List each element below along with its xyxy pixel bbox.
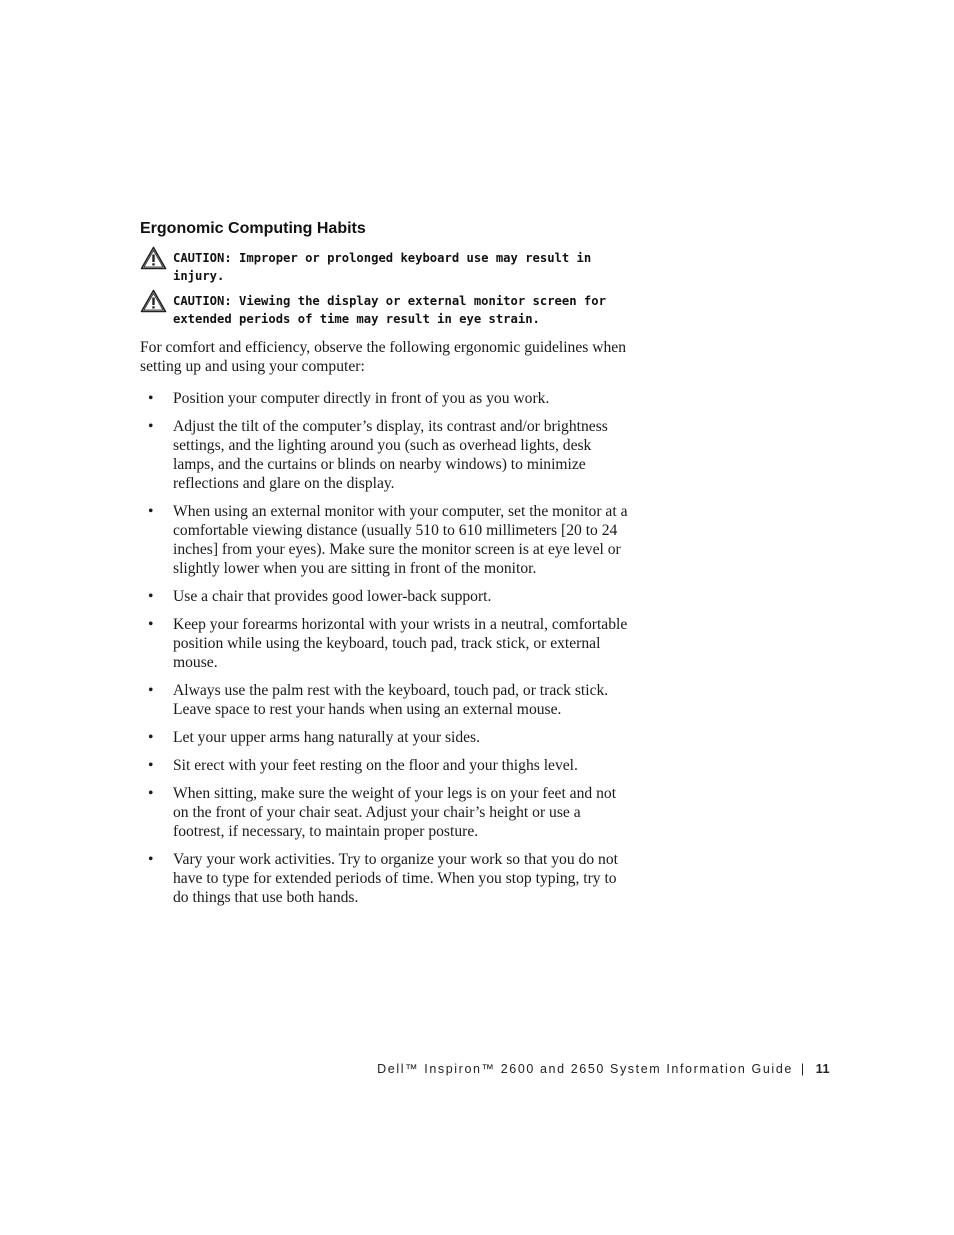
list-item-text: Vary your work activities. Try to organize your work so that you do not have to type for extended periods of time. When you stop typing, try to do things that use both hands. (173, 851, 618, 906)
caution-text: CAUTION: Improper or prolonged keyboard use may result in injury. (173, 251, 592, 283)
list-item-text: Let your upper arms hang naturally at your sides. (173, 729, 481, 746)
list-item (140, 784, 633, 841)
list-item (140, 417, 633, 493)
caution-notice (140, 292, 643, 328)
guide-title: Dell™ Inspiron™ 2600 and 2650 System Information Guide (377, 1062, 793, 1076)
list-item-text: Keep your forearms horizontal with your wrists in a neutral, comfortable position while using the keyboard, touch pad, track stick, or external mouse. (173, 616, 628, 671)
caution-triangle-icon (140, 289, 167, 313)
footer-separator: | (800, 1062, 806, 1076)
list-item (140, 502, 633, 578)
bullet-icon: • (148, 757, 154, 774)
bullet-icon: • (148, 729, 154, 746)
page-content (140, 219, 640, 916)
bullet-icon: • (148, 418, 154, 435)
bullet-icon: • (148, 390, 154, 407)
page-footer (377, 1062, 830, 1076)
caution-triangle-icon (140, 246, 167, 270)
list-item (140, 389, 633, 408)
list-item (140, 587, 633, 606)
list-item-text: Use a chair that provides good lower-back support. (173, 588, 492, 605)
section-heading: Ergonomic Computing Habits (140, 220, 366, 237)
bullet-icon: • (148, 503, 154, 520)
list-item-text: When using an external monitor with your computer, set the monitor at a comfortable viewing distance (usually 510 to 610 millimeters [20 to 24 inches] from your eyes). Make sure the monitor screen is at eye level or slightly lower when you are sitting in front of the monitor. (173, 503, 628, 577)
list-item (140, 681, 633, 719)
list-item-text: Sit erect with your feet resting on the floor and your thighs level. (173, 757, 578, 774)
bullet-icon: • (148, 682, 154, 699)
list-item-text: Adjust the tilt of the computer’s display, its contrast and/or brightness settings, and the lighting around you (such as overhead lights, desk lamps, and the curtains or blinds on nearby windows) to minimize reflections and glare on the display. (173, 418, 608, 492)
bullet-icon: • (148, 588, 154, 605)
page-number: 11 (815, 1062, 830, 1076)
list-item (140, 728, 633, 747)
bullet-icon: • (148, 851, 154, 868)
list-item-text: Always use the palm rest with the keyboard, touch pad, or track stick. Leave space to rest your hands when using an external mouse. (173, 682, 609, 718)
list-item-text: Position your computer directly in front of you as you work. (173, 390, 550, 407)
guideline-list (140, 389, 640, 907)
intro-paragraph: For comfort and efficiency, observe the following ergonomic guidelines when setting up and using your computer: (140, 339, 627, 375)
list-item (140, 756, 633, 775)
list-item-text: When sitting, make sure the weight of your legs is on your feet and not on the front of your chair seat. Adjust your chair’s height or use a footrest, if necessary, to maintain proper posture. (173, 785, 617, 840)
bullet-icon: • (148, 785, 154, 802)
caution-text: CAUTION: Viewing the display or external monitor screen for extended periods of time may result in eye strain. (173, 294, 606, 326)
bullet-icon: • (148, 616, 154, 633)
caution-notice (140, 249, 643, 285)
list-item (140, 615, 633, 672)
list-item (140, 850, 633, 907)
